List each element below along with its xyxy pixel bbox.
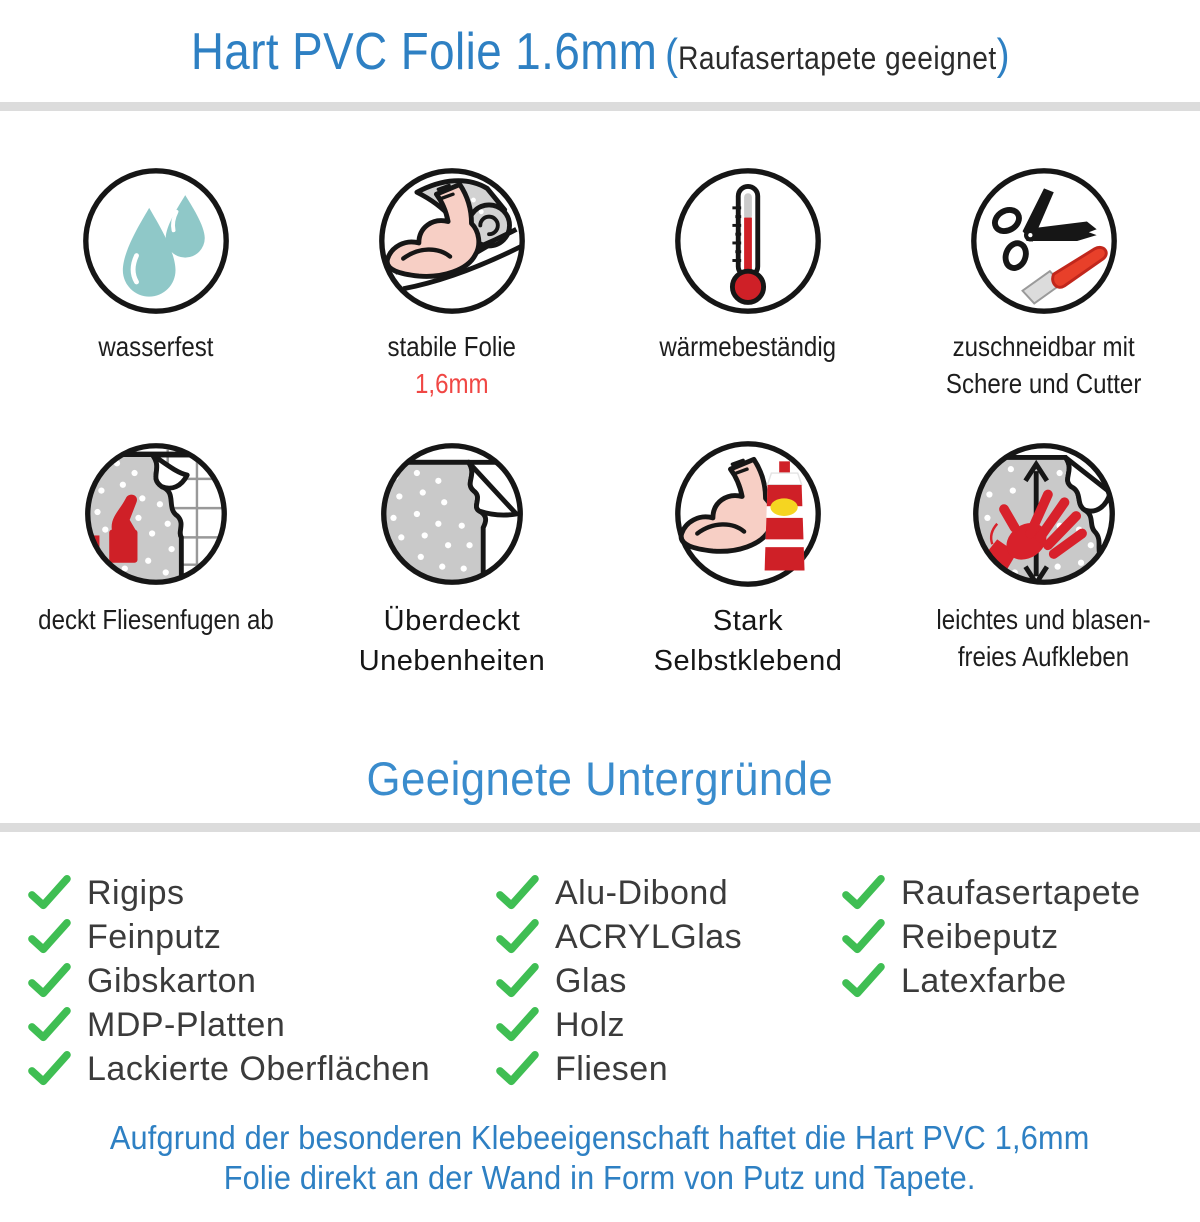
surface-item-label: Holz <box>555 1005 626 1044</box>
surface-item <box>840 873 1200 912</box>
surface-item <box>26 1005 494 1044</box>
surface-item-label: Glas <box>555 961 627 1000</box>
feature-caption: deckt Fliesenfugen ab <box>38 604 274 635</box>
check-icon <box>494 963 540 999</box>
thumbs-up-tile-grid-icon <box>78 436 234 592</box>
feature-waermebestaendig <box>600 163 896 402</box>
title-paren-open: ( <box>664 30 678 79</box>
feature-caption: Stark Selbstklebend <box>653 605 843 677</box>
check-icon <box>494 875 540 911</box>
surface-item-label: Lackierte Oberflächen <box>87 1049 431 1088</box>
dotted-foil-fold-icon <box>374 436 530 592</box>
surface-item <box>494 917 840 956</box>
surface-item-label: Latexfarbe <box>901 961 1067 1000</box>
feature-unebenheiten <box>304 436 600 681</box>
check-icon <box>26 919 72 955</box>
surface-item-label: Gibskarton <box>87 961 257 1000</box>
feature-caption: zuschneidbar mit Schere und Cutter <box>946 331 1142 399</box>
surface-item <box>840 917 1200 956</box>
surfaces-list <box>26 873 1200 1088</box>
surface-item <box>494 1005 840 1044</box>
check-icon <box>26 1007 72 1043</box>
title-paren-close: ) <box>996 30 1010 79</box>
feature-caption: Überdeckt Unebenheiten <box>358 605 546 677</box>
scissors-and-cutter-icon <box>966 163 1122 319</box>
feature-caption: stabile Folie <box>387 331 517 362</box>
feature-caption: wasserfest <box>98 331 214 362</box>
surfaces-heading: Geeignete Untergründe <box>366 752 834 805</box>
surface-item <box>26 961 494 1000</box>
check-icon <box>494 1051 540 1087</box>
surfaces-column-2 <box>494 873 840 1088</box>
surface-item <box>26 873 494 912</box>
surface-item-label: Raufasertapete <box>901 873 1141 912</box>
surface-item-label: Reibeputz <box>901 917 1059 956</box>
surface-item-label: Feinputz <box>87 917 222 956</box>
surfaces-column-3 <box>840 873 1200 1086</box>
check-icon <box>840 963 886 999</box>
feature-caption: leichtes und blasen- freies Aufkleben <box>936 604 1152 672</box>
muscle-arm-glue-tube-icon <box>670 436 826 592</box>
footer-note <box>0 1118 1200 1198</box>
check-icon <box>494 1007 540 1043</box>
check-icon <box>26 875 72 911</box>
surface-item-label: Rigips <box>87 873 185 912</box>
surface-item <box>494 1049 840 1088</box>
check-icon <box>26 963 72 999</box>
check-icon <box>26 1051 72 1087</box>
surface-item <box>494 961 840 1000</box>
feature-zuschneidbar <box>896 163 1192 402</box>
surface-item <box>494 873 840 912</box>
feature-selbstklebend <box>600 436 896 681</box>
surface-item-label: MDP-Platten <box>87 1005 286 1044</box>
check-icon <box>840 875 886 911</box>
feature-stabile-folie <box>304 163 600 402</box>
surface-item <box>26 917 494 956</box>
feature-aufkleben <box>896 436 1192 681</box>
check-icon <box>840 919 886 955</box>
surface-item-label: Alu-Dibond <box>555 873 729 912</box>
divider-bar-top <box>0 102 1200 111</box>
water-drops-icon <box>78 163 234 319</box>
title-main: Hart PVC Folie 1.6mm <box>190 23 658 81</box>
surface-item <box>840 961 1200 1000</box>
muscle-arm-foil-roll-icon <box>374 163 530 319</box>
divider-bar-middle <box>0 823 1200 832</box>
feature-wasserfest <box>8 163 304 402</box>
feature-caption: wärmebeständig <box>659 331 837 362</box>
thermometer-icon <box>670 163 826 319</box>
feature-fliesenfugen <box>8 436 304 681</box>
surface-item <box>26 1049 494 1088</box>
surfaces-column-1 <box>26 873 494 1088</box>
page-header <box>0 22 1200 82</box>
footer-line-2: Folie direkt an der Wand in Form von Putz und Tapete. <box>224 1159 976 1196</box>
surface-item-label: ACRYLGlas <box>555 917 743 956</box>
hand-smoothing-foil-icon <box>966 436 1122 592</box>
title-subtitle: Raufasertapete geeignet <box>677 40 997 76</box>
footer-line-1: Aufgrund der besonderen Klebeeigenschaft haftet die Hart PVC 1,6mm <box>110 1119 1090 1156</box>
feature-thickness-note: 1,6mm <box>415 368 489 399</box>
feature-grid <box>0 163 1200 681</box>
check-icon <box>494 919 540 955</box>
surface-item-label: Fliesen <box>555 1049 669 1088</box>
page-title <box>191 22 1010 82</box>
